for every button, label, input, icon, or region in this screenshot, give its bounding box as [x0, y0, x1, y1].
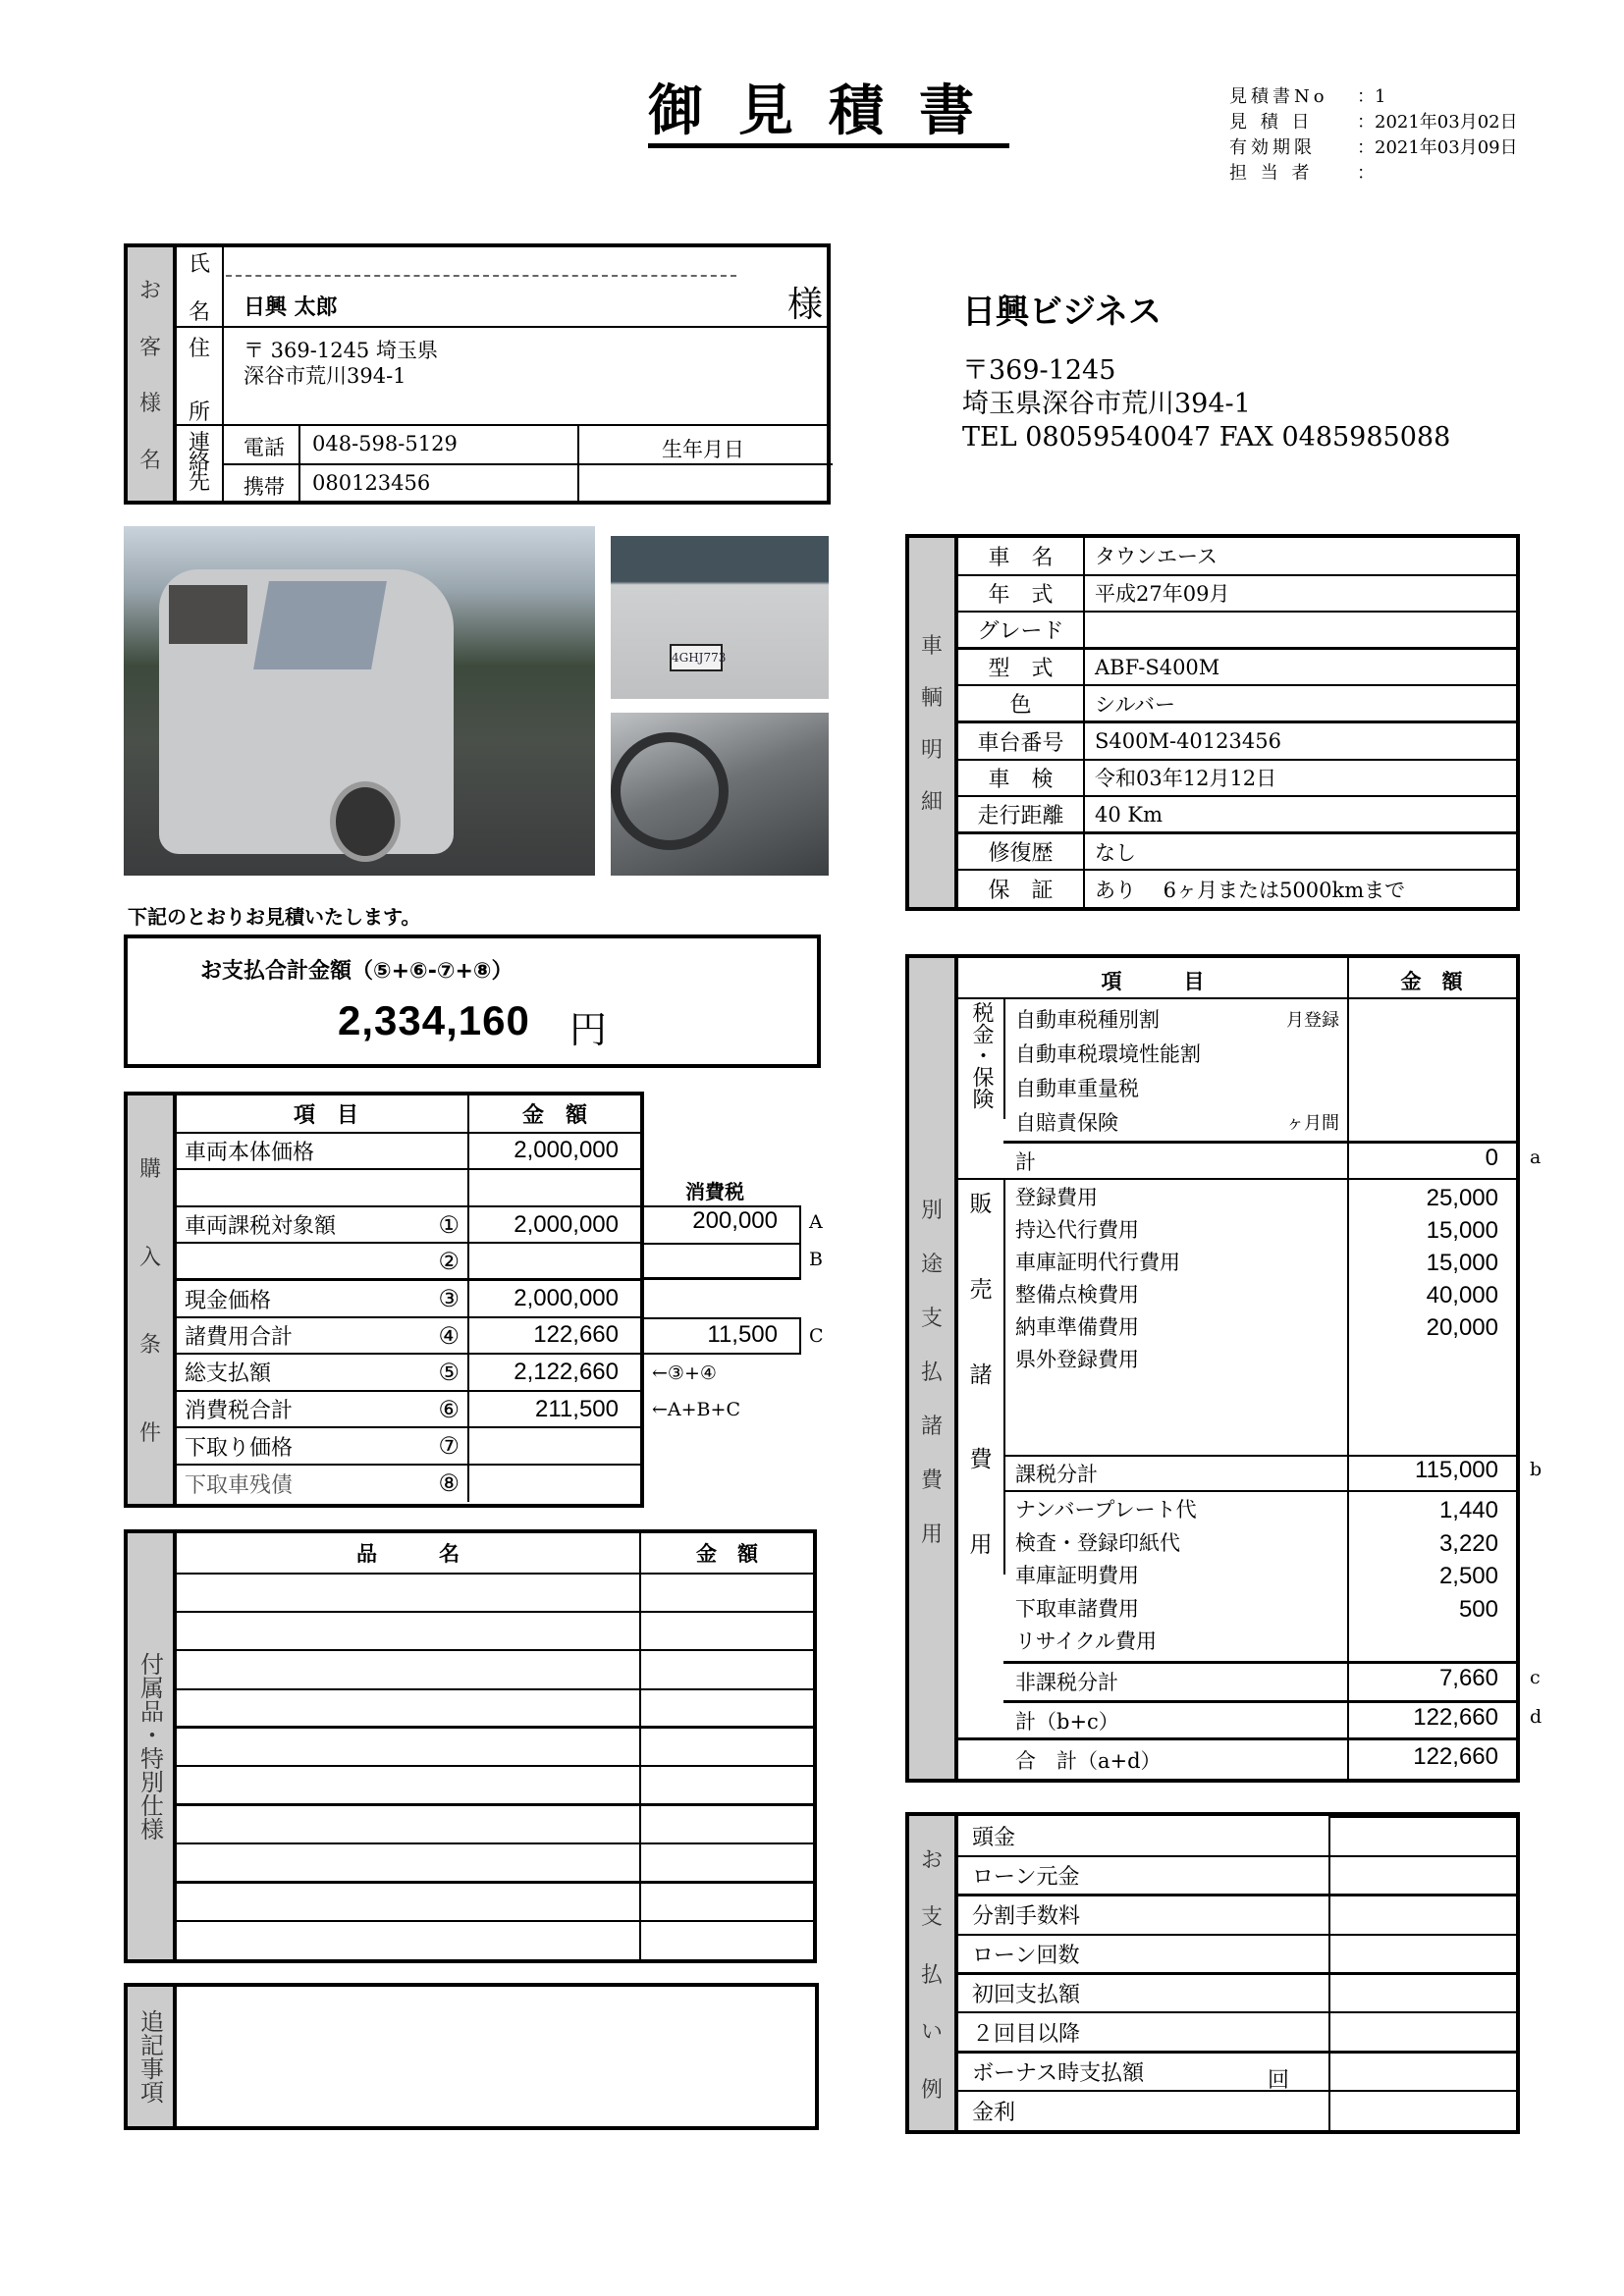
vehicle-row: [958, 649, 1520, 686]
notes-section-label: [128, 1987, 177, 2126]
fee-amount: 15,000: [1426, 1217, 1498, 1244]
item-number: ⑧: [438, 1468, 460, 1497]
taxable-items: [1015, 1182, 1339, 1376]
fee-label: 下取車諸費用: [1015, 1596, 1139, 1621]
label-text: 初回支払額: [972, 1983, 1081, 2008]
estimate-date: 2021年03月02日: [1375, 112, 1518, 133]
purchase-item: [177, 1169, 468, 1206]
vehicle-interior-photo: [611, 713, 829, 876]
company-tel-fax: TEL 08059540047 FAX 0485985088: [962, 422, 1451, 453]
accessory-name[interactable]: [177, 1728, 640, 1766]
accessory-amount[interactable]: [640, 1843, 813, 1882]
expiry-date: 2021年03月09日: [1375, 137, 1518, 158]
label-text: ローン元金: [972, 1865, 1080, 1891]
mobile-label: 携帯: [244, 475, 285, 499]
fee-label: 納車準備費用: [1015, 1315, 1139, 1339]
accessory-amount[interactable]: [640, 1921, 813, 1959]
payment-label: [958, 2052, 1329, 2091]
spec-label: 型 式: [958, 649, 1084, 686]
additional-fees: [905, 954, 1543, 1783]
spec-label: 車 名: [958, 538, 1084, 575]
fee-suffix: 月登録: [1286, 1010, 1339, 1031]
accessory-row: [177, 1882, 813, 1920]
customer-name: 日興 太郎: [244, 295, 338, 320]
header-amount: 金 額: [521, 1102, 587, 1128]
item-label: 総支払額: [185, 1362, 272, 1387]
purchase-amount: 2,000,000: [468, 1206, 640, 1244]
payment-row: [958, 1817, 1520, 1856]
taxable-amounts: [1347, 1182, 1498, 1344]
divider: [1003, 1178, 1005, 1575]
purchase-item: [177, 1243, 468, 1280]
item-label: 下取り価格: [185, 1435, 294, 1461]
accessory-name[interactable]: [177, 1921, 640, 1959]
subsequent-payment-value[interactable]: [1329, 2012, 1520, 2052]
accessories-section: [124, 1529, 817, 1963]
interest-rate-value[interactable]: [1329, 2091, 1520, 2130]
divider: [177, 424, 827, 426]
divider: [298, 426, 300, 501]
spec-label: 年 式: [958, 575, 1084, 613]
spec-label: グレード: [958, 612, 1084, 649]
car-name: タウンエース: [1095, 545, 1218, 569]
accessory-name[interactable]: [177, 1882, 640, 1920]
tax-c-tag: C: [809, 1325, 824, 1347]
header-item: 項 目: [1101, 970, 1205, 993]
nontaxable-items: [1015, 1494, 1339, 1659]
vehicle-row: [958, 575, 1520, 613]
payment-label: [958, 1856, 1329, 1896]
item-number: ②: [438, 1248, 460, 1276]
fee-row: [1015, 1106, 1339, 1141]
fee-amount: 15,000: [1426, 1250, 1498, 1276]
divider: [1003, 1141, 1516, 1144]
label-text: 分割手数料: [972, 1904, 1081, 1930]
inspection-date: 令和03年12月12日: [1084, 760, 1520, 797]
purchase-amount: [468, 1427, 640, 1465]
vehicle-row: [958, 833, 1520, 871]
header-amount: 金 額: [696, 1541, 758, 1566]
fee-label: 車庫証明代行費用: [1015, 1251, 1180, 1274]
fee-amount: 40,000: [1426, 1282, 1498, 1308]
payment-label: [958, 1817, 1329, 1856]
tax-total-tag: a: [1530, 1147, 1542, 1168]
address-line-1: 〒 369-1245 埼玉県: [244, 339, 438, 362]
accessory-name[interactable]: [177, 1805, 640, 1843]
warranty: あり 6ヶ月または5000kmまで: [1084, 870, 1520, 907]
taxable-subtotal-label: 課税分計: [1015, 1463, 1098, 1486]
accessory-name[interactable]: [177, 1612, 640, 1650]
meta-label: 担 当 者: [1229, 163, 1314, 184]
fee-label: 車庫証明費用: [1015, 1564, 1139, 1587]
notes-text[interactable]: [183, 1993, 809, 2120]
item-label: 諸費用合計: [185, 1324, 294, 1350]
purchase-row: [177, 1391, 640, 1428]
payment-row: [958, 2052, 1520, 2091]
accessory-row: [177, 1612, 813, 1650]
meta-row-date: 見 積 日 ： 2021年03月02日: [1229, 110, 1518, 135]
van-side-window: [169, 585, 247, 644]
payment-label: [958, 2012, 1329, 2052]
sales-group-label: 販 売 諸 費 用: [969, 1192, 993, 1558]
honorific: 様: [786, 285, 823, 325]
meta-row-staff: 担 当 者 ：: [1229, 161, 1518, 187]
spec-label: 保 証: [958, 870, 1084, 907]
model-year: 平成27年09月: [1084, 575, 1520, 613]
item-number: ⑦: [438, 1432, 460, 1461]
payment-row: [958, 2091, 1520, 2130]
purchase-header-row: [177, 1095, 640, 1133]
nontaxable-subtotal-tag: c: [1530, 1667, 1541, 1688]
meta-row-number: 見積書No ： 1: [1229, 84, 1518, 110]
purchase-item: [177, 1280, 468, 1317]
header-item: 項 目: [177, 1095, 468, 1133]
estimate-number: 1: [1375, 86, 1386, 107]
fee-amount: 20,000: [1426, 1314, 1498, 1341]
consumption-tax-column: [640, 1092, 895, 1508]
item-label: 下取車残債: [185, 1472, 294, 1498]
meta-label: 有効期限: [1229, 137, 1316, 158]
repair-history: なし: [1084, 833, 1520, 871]
taxable-subtotal-tag: b: [1530, 1459, 1543, 1480]
item-number: ⑤: [438, 1359, 460, 1387]
fee-label: リサイクル費用: [1015, 1629, 1158, 1653]
nontaxable-subtotal-amount: 7,660: [1438, 1665, 1498, 1691]
purchase-row: [177, 1427, 640, 1465]
fee-amount: 25,000: [1426, 1185, 1498, 1211]
item-label: 消費税合計: [185, 1399, 294, 1424]
vehicle-row: [958, 722, 1520, 760]
divider: [1003, 1661, 1516, 1664]
payment-label: [958, 2091, 1329, 2130]
spec-label: 走行距離: [958, 796, 1084, 833]
accessory-amount[interactable]: [640, 1728, 813, 1766]
van-windshield: [253, 581, 387, 669]
item-label: 現金価格: [185, 1288, 272, 1313]
section-label-text: 付属品・特別仕様: [135, 1652, 164, 1841]
fee-amount: 500: [1458, 1595, 1498, 1623]
divider: [177, 326, 827, 328]
label-text: 頭金: [972, 1825, 1016, 1850]
item-label: 車両本体価格: [185, 1140, 315, 1165]
item-number: ⑥: [438, 1395, 460, 1423]
payment-label: [958, 1935, 1329, 1974]
accessory-name[interactable]: [177, 1650, 640, 1688]
vehicle-row: [958, 760, 1520, 797]
estimate-meta: [1229, 84, 1518, 187]
purchase-item: [177, 1354, 468, 1391]
label-text: ボーナス時支払額: [972, 2060, 1145, 2086]
fee-label: 持込代行費用: [1015, 1218, 1139, 1242]
document-title: 御見積書: [648, 79, 1009, 148]
payment-row: [958, 1856, 1520, 1896]
purchase-row: [177, 1354, 640, 1391]
nontaxable-amounts: [1347, 1494, 1498, 1626]
purchase-row: [177, 1206, 640, 1244]
grand-total-label: 合 計（a+d）: [1015, 1749, 1162, 1773]
notes-section: [124, 1983, 819, 2130]
accessory-row: [177, 1805, 813, 1843]
fee-label: 整備点検費用: [1015, 1283, 1139, 1307]
vehicle-rear-photo: [611, 536, 829, 699]
company-street: 埼玉県深谷市荒川394-1: [962, 389, 1251, 419]
vehicle-row: [958, 796, 1520, 833]
payment-row: [958, 2012, 1520, 2052]
grand-total-amount: 122,660: [1413, 1743, 1498, 1770]
vehicle-front-photo: [124, 526, 595, 876]
note-tax-total: ←A+B+C: [652, 1399, 740, 1420]
fees-grid: [958, 958, 1543, 1779]
phone-label: 電話: [244, 436, 285, 459]
spec-label: 車台番号: [958, 722, 1084, 760]
purchase-amount: 2,122,660: [468, 1354, 640, 1391]
item-number: ③: [438, 1285, 460, 1313]
nontaxable-subtotal-label: 非課税分計: [1015, 1671, 1118, 1694]
fee-label: ナンバープレート代: [1015, 1498, 1197, 1522]
fee-row: [1015, 1003, 1339, 1038]
purchase-row: [177, 1317, 640, 1355]
accessory-row: [177, 1766, 813, 1804]
divider: [1347, 958, 1349, 1779]
accessory-amount[interactable]: [640, 1612, 813, 1650]
fee-label: 自動車税環境性能割: [1015, 1042, 1201, 1066]
contact-label: 連 絡 先: [177, 426, 224, 501]
vehicle-details: [905, 534, 1520, 911]
mileage: 40 Km: [1084, 796, 1520, 833]
divider: [958, 1178, 1516, 1180]
accessories-table: [177, 1533, 813, 1959]
down-payment-value[interactable]: [1329, 1817, 1520, 1856]
payment-row: [958, 1896, 1520, 1935]
label-text: 金利: [972, 2101, 1016, 2126]
address-line-2: 深谷市荒川394-1: [244, 364, 406, 388]
first-payment-value[interactable]: [1329, 1974, 1520, 2013]
total-amount: 2,334,160: [338, 997, 530, 1043]
name-label: 氏 名: [177, 247, 224, 326]
purchase-row: [177, 1169, 640, 1206]
purchase-row: [177, 1133, 640, 1170]
payment-table: [958, 1816, 1520, 2130]
fees-section-label: 別 途 支 払 諸 費 用: [909, 958, 958, 1779]
birthdate-label: 生年月日: [662, 438, 744, 461]
vehicle-row: [958, 538, 1520, 575]
accessory-row: [177, 1650, 813, 1688]
tax-a-tag: A: [809, 1211, 823, 1233]
tax-items: [1015, 1003, 1339, 1141]
vehicle-row: [958, 870, 1520, 907]
payment-example: [905, 1812, 1520, 2134]
purchase-conditions: [124, 1092, 644, 1508]
mobile-number: 080123456: [312, 471, 431, 495]
tax-total-label: 計: [1015, 1150, 1036, 1174]
van-wheel: [330, 781, 401, 862]
taxable-subtotal-amount: 115,000: [1415, 1457, 1498, 1483]
purchase-item: [177, 1317, 468, 1355]
fee-row: [1015, 1072, 1339, 1106]
item-number: ①: [438, 1210, 460, 1239]
purchase-row: [177, 1280, 640, 1317]
spec-label: 色: [958, 685, 1084, 722]
label-suffix: 回: [1267, 2067, 1289, 2093]
accessory-name[interactable]: [177, 1689, 640, 1728]
divider: [1003, 1700, 1516, 1703]
payment-row: [958, 1974, 1520, 2013]
meta-label: 見積書No: [1229, 86, 1328, 107]
purchase-item: [177, 1206, 468, 1244]
name-dashed-line: [226, 275, 736, 277]
tax-b-tag: B: [809, 1249, 823, 1270]
customer-grid: [177, 247, 827, 501]
payment-label: [958, 1896, 1329, 1935]
spec-label: 修復歴: [958, 833, 1084, 871]
label-text: ２回目以降: [972, 2021, 1081, 2047]
tax-a-value: 200,000: [692, 1207, 778, 1234]
purchase-section-label: 購 入 条 件: [128, 1095, 177, 1504]
payment-row: [958, 1935, 1520, 1974]
accessory-amount[interactable]: [640, 1574, 813, 1612]
total-box: [124, 934, 821, 1068]
vehicle-section-label: 車 輌 明 細: [909, 538, 958, 907]
purchase-item: [177, 1391, 468, 1428]
divider: [224, 463, 833, 465]
address-label: 住 所: [177, 328, 224, 430]
label-text: ローン回数: [972, 1943, 1080, 1968]
fee-amount: 1,440: [1438, 1497, 1498, 1523]
accessory-name[interactable]: [177, 1843, 640, 1882]
purchase-amount: [468, 1243, 640, 1280]
company-info: [962, 285, 1450, 454]
accessory-row: [177, 1689, 813, 1728]
section-label-text: 追記事項: [135, 2009, 164, 2104]
model-code: ABF-S400M: [1084, 649, 1520, 686]
purchase-amount: 211,500: [468, 1391, 640, 1428]
accessory-name[interactable]: [177, 1766, 640, 1804]
divider: [958, 997, 1516, 999]
company-address: [962, 354, 1450, 454]
payment-section-label: お 支 払 い 例: [909, 1816, 958, 2130]
tax-group-label: [958, 1001, 1003, 1115]
fee-amount: 2,500: [1438, 1563, 1498, 1589]
vehicle-row: [958, 685, 1520, 722]
meta-label: 見 積 日: [1229, 112, 1314, 133]
fee-label: 検査・登録印紙代: [1015, 1530, 1180, 1555]
vehicle-table: [958, 538, 1520, 907]
vehicle-row: [958, 612, 1520, 649]
accessories-header-row: [177, 1533, 813, 1574]
accessory-amount[interactable]: [640, 1766, 813, 1804]
intro-text: 下記のとおりお見積いたします。: [128, 905, 421, 929]
total-label: お支払合計金額（⑤+⑥-⑦+⑧）: [200, 959, 514, 984]
header-amount: 金 額: [1400, 970, 1463, 993]
accessory-amount[interactable]: [640, 1805, 813, 1843]
grade: [1084, 612, 1520, 649]
group-label-text: 税金・保険: [969, 1001, 994, 1109]
purchase-amount: 2,000,000: [468, 1280, 640, 1317]
meta-row-expiry: 有効期限 ： 2021年03月09日: [1229, 135, 1518, 161]
fee-row: [1015, 1038, 1339, 1072]
fee-label: 登録費用: [1015, 1186, 1098, 1209]
note-total-payment: ←③+④: [652, 1362, 717, 1384]
loan-count-value[interactable]: [1329, 1935, 1520, 1974]
fee-label: 自動車税種別割: [1015, 1008, 1160, 1032]
accessory-row: [177, 1843, 813, 1882]
accessory-amount[interactable]: [640, 1689, 813, 1728]
divider: [1003, 1490, 1516, 1492]
color: シルバー: [1084, 685, 1520, 722]
accessory-amount[interactable]: [640, 1882, 813, 1920]
loan-principal-value[interactable]: [1329, 1856, 1520, 1896]
customer-section-label: お 客 様 名: [128, 247, 177, 501]
installment-fee-value[interactable]: [1329, 1896, 1520, 1935]
fee-suffix: ヶ月間: [1286, 1113, 1339, 1134]
tax-total-amount: 0: [1485, 1145, 1498, 1171]
purchase-amount: 122,660: [468, 1317, 640, 1355]
purchase-table: [177, 1095, 640, 1502]
accessories-section-label: [128, 1533, 177, 1959]
divider: [1003, 997, 1005, 1119]
header-name: 品 名: [177, 1533, 640, 1574]
bonus-payment-value[interactable]: [1329, 2052, 1520, 2091]
fee-label: 自動車重量税: [1015, 1077, 1139, 1100]
total-unit: 円: [569, 1008, 608, 1051]
accessory-amount[interactable]: [640, 1650, 813, 1688]
sales-total-amount: 122,660: [1413, 1704, 1498, 1731]
purchase-amount: [468, 1465, 640, 1502]
chassis-number: S400M-40123456: [1084, 722, 1520, 760]
purchase-amount: 2,000,000: [468, 1133, 640, 1170]
company-postal: 〒369-1245: [962, 355, 1116, 386]
accessory-row: [177, 1728, 813, 1766]
purchase-item: [177, 1427, 468, 1465]
tax-header: 消費税: [685, 1180, 744, 1203]
fee-label: 県外登録費用: [1015, 1348, 1139, 1371]
purchase-amount: [468, 1169, 640, 1206]
accessory-row: [177, 1921, 813, 1959]
customer-address: [244, 338, 438, 389]
sales-total-label: 計（b+c）: [1015, 1710, 1119, 1734]
license-plate: 4GHJ773: [670, 644, 723, 671]
accessory-name[interactable]: [177, 1574, 640, 1612]
sales-total-tag: d: [1530, 1706, 1543, 1728]
item-number: ④: [438, 1321, 460, 1350]
divider: [640, 1243, 799, 1245]
divider: [958, 1737, 1516, 1740]
purchase-row: [177, 1243, 640, 1280]
steering-wheel: [611, 732, 729, 850]
item-label: 車両課税対象額: [185, 1214, 337, 1240]
payment-label: [958, 1974, 1329, 2013]
purchase-item: [177, 1133, 468, 1170]
customer-section: [124, 243, 831, 505]
phone-number: 048-598-5129: [312, 432, 458, 455]
fee-label: 自賠責保険: [1015, 1111, 1118, 1135]
company-name: 日興ビジネス: [962, 293, 1162, 332]
fee-amount: 3,220: [1438, 1529, 1498, 1557]
spec-label: 車 検: [958, 760, 1084, 797]
tax-c-value: 11,500: [707, 1321, 778, 1348]
purchase-row: [177, 1465, 640, 1502]
purchase-item: [177, 1465, 468, 1502]
accessory-row: [177, 1574, 813, 1612]
